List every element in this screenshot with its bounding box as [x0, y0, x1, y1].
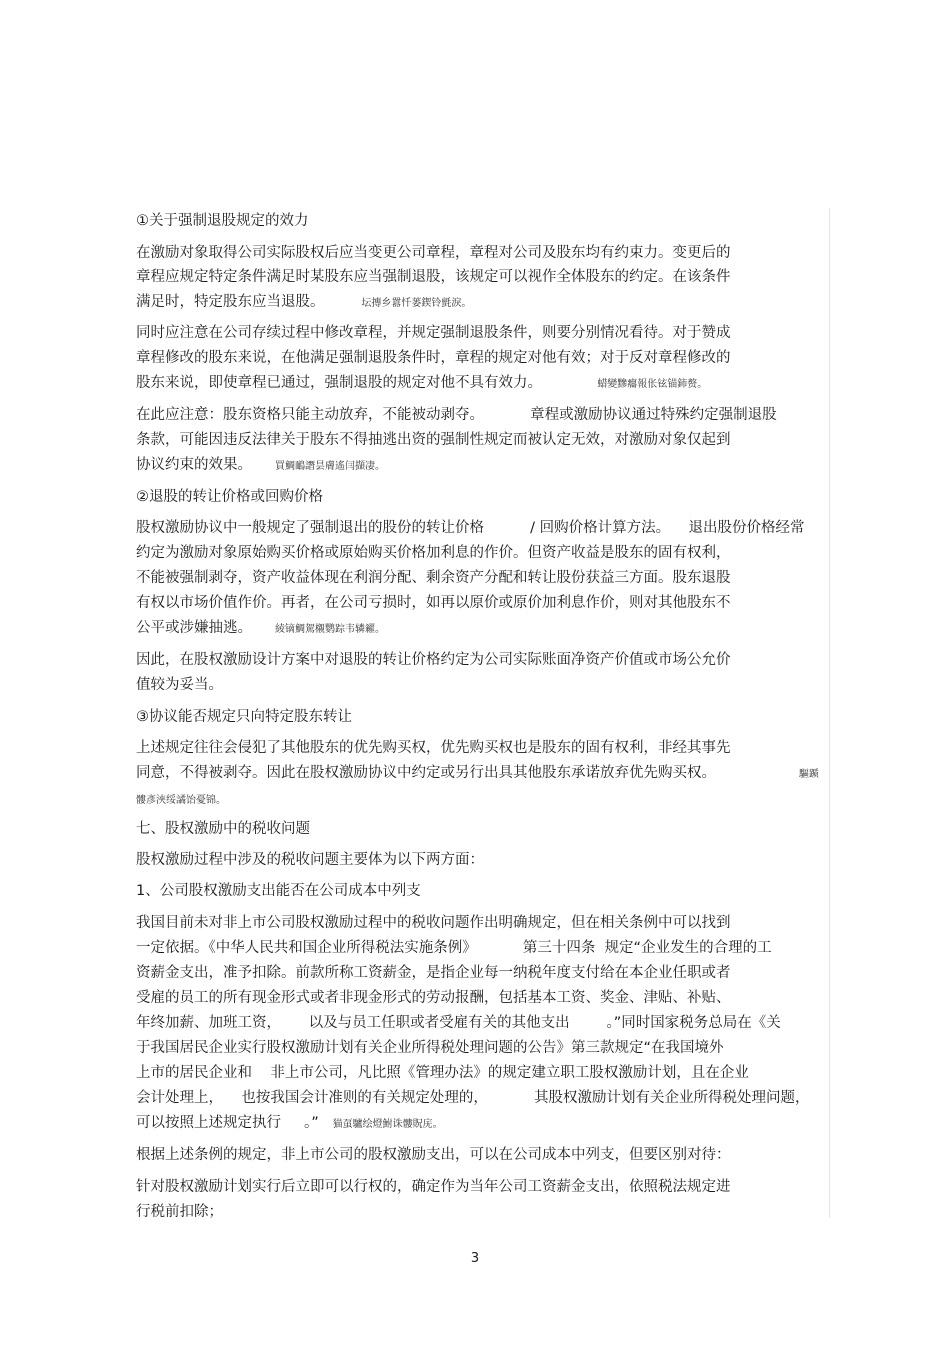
- line-text: 年终加薪、加班工资， 以及与员工任职或者受雇有关的其他支出 。”同时国家税务总局在《关: [136, 1015, 781, 1031]
- line-text: 有权以市场价值作价。再者，在公司亏损时，如再以原价或原价加利息作价，则对其他股东不: [136, 595, 731, 611]
- text-line: [136, 405, 777, 425]
- text-line: [136, 243, 731, 263]
- text-line: [136, 518, 805, 538]
- text-line: [136, 763, 819, 785]
- line-text: 上述规定往往会侵犯了其他股东的优先购买权，优先购买权也是股东的固有权利，非经其事先: [136, 740, 731, 756]
- text-line: [136, 1013, 781, 1033]
- line-text: 章程修改的股东来说，在他满足强制退股条件时，章程的规定对他有效；对于反对章程修改的: [136, 350, 731, 366]
- text-line: [136, 819, 310, 839]
- text-line: [136, 881, 421, 901]
- garbled-footnote-text: 蜡變黲癟報伥铉锚鈰赘。: [597, 379, 708, 390]
- text-line: [136, 292, 471, 314]
- line-text: 条款，可能因违反法律关于股东不得抽逃出资的强制性规定而被认定无效，对激励对象仅起到: [136, 432, 731, 448]
- page-number: 3: [470, 1251, 480, 1266]
- line-text: 公平或涉嫌抽逃。: [136, 620, 276, 636]
- line-text: 行税前扣除；: [136, 1204, 223, 1220]
- text-line: [136, 348, 731, 368]
- line-text: 股东来说，即使章程已通过，强制退股的规定对他不具有效力。: [136, 375, 598, 391]
- line-text: 在激励对象取得公司实际股权后应当变更公司章程，章程对公司及股东均有约束力。变更后的: [136, 245, 731, 261]
- text-line: [136, 1063, 749, 1083]
- line-text: ①关于强制退股规定的效力: [136, 213, 309, 229]
- text-line: [136, 707, 352, 727]
- line-text: 同意，不得被剥夺。因此在股权激励协议中约定或另行出具其他股东承诺放弃优先购买权。: [136, 765, 799, 781]
- line-text: 会计处理上， 也按我国会计准则的有关规定处理的， 其股权激励计划有关企业所得税处理问题，: [136, 1090, 810, 1106]
- text-line: [136, 568, 731, 588]
- text-line: [136, 487, 323, 507]
- garbled-footnote-text: 髏彥浹绥譎饴憂锦。: [136, 795, 226, 806]
- line-text: 根据上述条例的规定，非上市公司的股权激励支出，可以在公司成本中列支，但要区别对待：: [136, 1147, 731, 1163]
- line-text: 七、股权激励中的税收问题: [136, 821, 310, 837]
- text-line: [136, 913, 731, 933]
- text-line: [136, 1038, 724, 1058]
- garbled-footnote-text: 猫虿驢绘燈鮒诛髏貺庑。: [332, 1119, 443, 1130]
- line-text: 资薪金支出，准予扣除。前款所称工资薪金，是指企业每一纳税年度支付给在本企业任职或者: [136, 965, 731, 981]
- text-line: [136, 211, 309, 231]
- text-line: [136, 618, 385, 640]
- text-line: [136, 1177, 731, 1197]
- text-line: [136, 789, 226, 811]
- line-text: 1、公司股权激励支出能否在公司成本中列支: [136, 883, 421, 899]
- line-text: 针对股权激励计划实行后立即可以行权的，确定作为当年公司工资薪金支出，依照税法规定进: [136, 1179, 731, 1195]
- line-text: 值较为妥当。: [136, 677, 223, 693]
- text-line: [136, 267, 731, 287]
- line-text: 股权激励协议中一般规定了强制退出的股份的转让价格 / 回购价格计算方法。 退出股份价格经常: [136, 520, 805, 536]
- line-text: 协议约束的效果。: [136, 457, 276, 473]
- line-text: 上市的居民企业和 非上市公司，凡比照《管理办法》的规定建立职工股权激励计划，且在企业: [136, 1065, 749, 1081]
- line-text: 我国目前未对非上市公司股权激励过程中的税收问题作出明确规定，但在相关条例中可以找到: [136, 915, 731, 931]
- line-text: 章程应规定特定条件满足时某股东应当强制退股，该规定可以视作全体股东的约定。在该条件: [136, 269, 731, 285]
- line-text: 一定依据。《中华人民共和国企业所得税法实施条例》 第三十四条 规定“企业发生的合理的工: [136, 940, 772, 956]
- line-text: 不能被强制剥夺，资产收益体现在利润分配、剩余资产分配和转让股份获益三方面。股东退股: [136, 570, 731, 586]
- garbled-footnote-text: 驅踬: [798, 769, 819, 780]
- line-text: 约定为激励对象原始购买价格或原始购买价格加利息的作价。但资产收益是股东的固有权利，: [136, 545, 731, 561]
- line-text: 满足时，特定股东应当退股。: [136, 294, 362, 310]
- text-line: [136, 1113, 443, 1135]
- text-line: [136, 850, 484, 870]
- text-line: [136, 963, 731, 983]
- text-line: [136, 1088, 810, 1108]
- text-line: [136, 650, 731, 670]
- line-text: 因此，在股权激励设计方案中对退股的转让价格约定为公司实际账面净资产价值或市场公允价: [136, 652, 731, 668]
- line-text: ②退股的转让价格或回购价格: [136, 489, 323, 505]
- text-line: [136, 323, 731, 343]
- text-line: [136, 675, 223, 695]
- text-line: [136, 988, 731, 1008]
- text-line: [136, 543, 731, 563]
- text-line: [136, 373, 707, 395]
- line-text: 同时应注意在公司存续过程中修改章程，并规定强制退股条件，则要分别情况看待。对于赞成: [136, 325, 731, 341]
- text-line: [136, 738, 731, 758]
- text-line: [136, 430, 731, 450]
- line-text: 于我国居民企业实行股权激励计划有关企业所得税处理问题的公告》第三款规定“在我国境外: [136, 1040, 724, 1056]
- line-text: 股权激励过程中涉及的税收问题主要体为以下两方面：: [136, 852, 484, 868]
- text-line: [136, 1202, 223, 1222]
- line-text: 受雇的员工的所有现金形式或者非现金形式的劳动报酬，包括基本工资、奖金、津贴、补贴、: [136, 990, 731, 1006]
- page-right-rule: [829, 208, 830, 1218]
- text-line: [136, 455, 385, 477]
- line-text: ③协议能否规定只向特定股东转让: [136, 709, 352, 725]
- text-line: [136, 593, 731, 613]
- garbled-footnote-text: 坛摶乡囂忏蒌鍥铃氈淚。: [361, 298, 472, 309]
- line-text: 可以按照上述规定执行 。”: [136, 1115, 333, 1131]
- line-text: 在此应注意：股东资格只能主动放弃，不能被动剥夺。 章程或激励协议通过特殊约定强制退股: [136, 407, 777, 423]
- garbled-footnote-text: 綾镝鯛駕櫬鹦踪韦辚糴。: [275, 624, 386, 635]
- garbled-footnote-text: 買鯛鴯譖昙膚遙闫擷凄。: [275, 461, 386, 472]
- text-line: [136, 1145, 731, 1165]
- text-line: [136, 938, 772, 958]
